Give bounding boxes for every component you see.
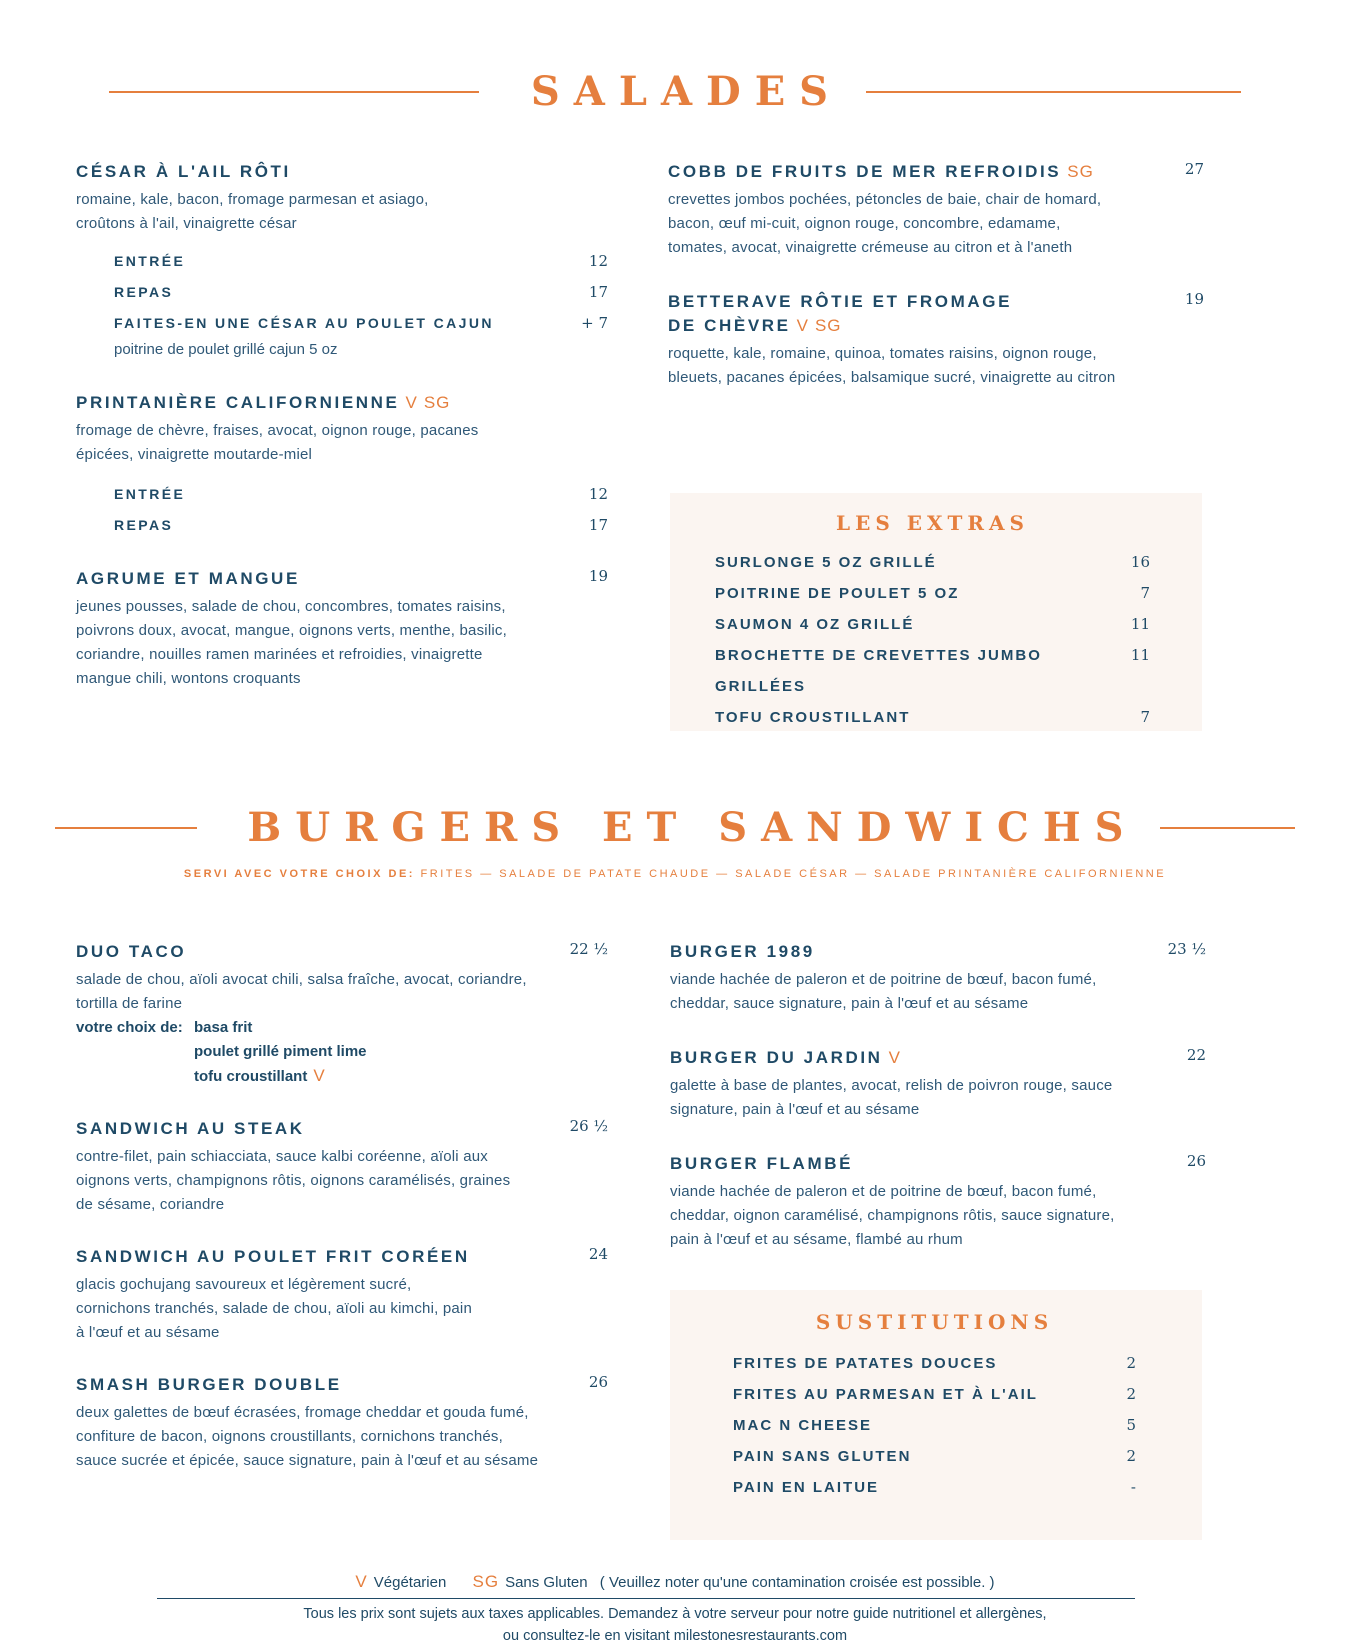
option-price: 17 (588, 516, 608, 534)
substitution-label: PAIN SANS GLUTEN (733, 1448, 912, 1465)
item-desc: glacis gochujang savoureux et légèrement sucré, cornichons tranchés, salade de chou, aïoli au kimchi, pain à l'œuf et au sésame (76, 1276, 472, 1341)
substitution-label: PAIN EN LAITUE (733, 1479, 880, 1496)
extras-title: LES EXTRAS (836, 511, 1029, 535)
item-desc: viande hachée de paleron et de poitrine de bœuf, bacon fumé, cheddar, sauce signature, pain à l'œuf et au sésame (670, 971, 1097, 1012)
item-name: SMASH BURGER DOUBLE (76, 1375, 342, 1394)
item-desc: jeunes pousses, salade de chou, concombres, tomates raisins, poivrons doux, avocat, mangue, oignons verts, menthe, basilic, coriandre, nouilles ramen marinées et refroidies, vinaigrette mangue chili, wontons croquants (76, 598, 507, 687)
extras-row (715, 578, 1150, 609)
substitution-row (733, 1348, 1136, 1379)
substitution-price: - (1130, 1478, 1136, 1496)
footer (0, 1603, 1350, 1647)
option-label: ENTRÉE (114, 253, 186, 269)
item-name-line2 (668, 314, 1204, 338)
item-desc: viande hachée de paleron et de poitrine de bœuf, bacon fumé, cheddar, oignon caramélisé, champignons rôtis, sauce signature, pain à l'œuf et au sésame, flambé au rhum (670, 1183, 1115, 1248)
title-rule-left (55, 827, 197, 829)
item-desc: crevettes jombos pochées, pétoncles de baie, chair de homard, bacon, œuf mi-cuit, oignon rouge, concombre, edamame, tomates, avocat, vinaigrette crémeuse au citron et à l'aneth (668, 191, 1102, 256)
item-desc: contre-filet, pain schiacciata, sauce kalbi coréenne, aïoli aux oignons verts, champignons rôtis, oignons caramélisés, graines de sésame, coriandre (76, 1148, 511, 1213)
item-name-text: PRINTANIÈRE CALIFORNIENNE (76, 393, 400, 412)
extras-label: POITRINE DE POULET 5 OZ (715, 585, 960, 602)
item-name-line1: BETTERAVE RÔTIE ET FROMAGE (668, 292, 1013, 311)
vegetarian-tag: V (355, 1572, 368, 1591)
substitution-row (733, 1472, 1136, 1503)
substitution-row (733, 1379, 1136, 1410)
item-price: 19 (1184, 290, 1204, 308)
item-price: 27 (1184, 160, 1204, 178)
substitution-price: 2 (1126, 1447, 1136, 1465)
item-desc: deux galettes de bœuf écrasées, fromage cheddar et gouda fumé, confiture de bacon, oignons croustillants, cornichons tranchés, sauce sucrée et épicée, sauce signature, pain à l'œuf et au sésame (76, 1404, 539, 1469)
option-row (114, 510, 608, 541)
option-label: REPAS (114, 284, 174, 300)
contamination-note: ( Veuillez noter qu'une contamination croisée est possible. ) (599, 1574, 995, 1591)
extras-price: 11 (1130, 646, 1150, 664)
menu-item-burger-flambe (670, 1152, 1206, 1252)
item-price: 24 (588, 1245, 608, 1263)
item-price: 19 (588, 567, 608, 585)
item-name (668, 160, 1204, 184)
extras-price: 16 (1130, 553, 1150, 571)
gluten-free-tag: SG (423, 393, 451, 412)
option-row (114, 246, 608, 277)
extras-label: TOFU CROUSTILLANT (715, 709, 911, 726)
menu-item-sandwich-steak (76, 1117, 608, 1217)
item-desc: romaine, kale, bacon, fromage parmesan et asiago, croûtons à l'ail, vinaigrette césar (76, 191, 429, 232)
choice-option: poulet grillé piment lime (194, 1043, 367, 1060)
item-price: 22 (1186, 1046, 1206, 1064)
substitution-row (733, 1441, 1136, 1472)
item-price: 26 (1186, 1152, 1206, 1170)
item-desc: galette à base de plantes, avocat, relish de poivron rouge, sauce signature, pain à l'œuf et au sésame (670, 1077, 1113, 1118)
option-price: 12 (588, 252, 608, 270)
extras-box (670, 493, 1202, 731)
item-name (670, 1046, 1206, 1070)
option-list (114, 246, 608, 361)
menu-item-poulet-frit (76, 1245, 608, 1345)
item-name: SANDWICH AU POULET FRIT CORÉEN (76, 1247, 470, 1266)
extras-price: 7 (1140, 584, 1150, 602)
choice-row (76, 1040, 608, 1064)
substitution-label: FRITES AU PARMESAN ET À L'AIL (733, 1386, 1038, 1403)
salades-left-column (76, 160, 608, 717)
menu-item-betterave (668, 290, 1204, 390)
gluten-free-tag: SG (472, 1572, 500, 1591)
item-name: BURGER FLAMBÉ (670, 1154, 854, 1173)
item-price: 26 (588, 1373, 608, 1391)
item-desc: fromage de chèvre, fraises, avocat, oignon rouge, pacanes épicées, vinaigrette moutarde-miel (76, 422, 479, 463)
option-label: ENTRÉE (114, 486, 186, 502)
option-price: 12 (588, 485, 608, 503)
title-rule-left (109, 91, 479, 93)
substitutions-box (670, 1290, 1202, 1540)
item-name: BURGER 1989 (670, 942, 815, 961)
option-label: REPAS (114, 517, 174, 533)
item-name-text: BURGER DU JARDIN (670, 1048, 883, 1067)
extras-row (715, 640, 1150, 702)
item-name: CÉSAR À L'AIL RÔTI (76, 162, 291, 181)
dietary-legend (0, 1572, 1350, 1592)
option-price: 17 (588, 283, 608, 301)
menu-item-duo-taco (76, 940, 608, 1089)
title-rule-right (1160, 827, 1295, 829)
salades-header (0, 68, 1350, 115)
extras-label: SURLONGE 5 OZ GRILLÉ (715, 554, 937, 571)
extras-row (715, 609, 1150, 640)
option-list (114, 479, 608, 541)
vegetarian-tag: V (888, 1048, 901, 1067)
substitution-label: MAC N CHEESE (733, 1417, 873, 1434)
choice-label: votre choix de: (76, 1019, 183, 1036)
extras-row (715, 547, 1150, 578)
menu-item-agrume (76, 567, 608, 691)
choice-row (76, 1064, 608, 1089)
menu-item-cesar (76, 160, 608, 361)
menu-item-burger-jardin (670, 1046, 1206, 1122)
item-name-text: COBB DE FRUITS DE MER REFROIDIS (668, 162, 1062, 181)
choice-row (76, 1016, 608, 1040)
menu-item-burger-1989 (670, 940, 1206, 1016)
burgers-title: BURGERS ET SANDWICHS (247, 804, 1138, 851)
substitution-row (733, 1410, 1136, 1441)
item-desc: salade de chou, aïoli avocat chili, salsa fraîche, avocat, coriandre, tortilla de farine (76, 971, 527, 1012)
menu-item-smash-burger (76, 1373, 608, 1473)
burgers-left-column (76, 940, 608, 1499)
item-name-text: DE CHÈVRE (668, 316, 791, 335)
extras-label: SAUMON 4 OZ GRILLÉ (715, 616, 915, 633)
served-with (0, 868, 1350, 880)
option-row (114, 308, 608, 339)
choice-option: tofu croustillant (194, 1068, 308, 1085)
salades-right-column (668, 160, 1204, 416)
menu-item-printaniere (76, 391, 608, 541)
vegetarian-label: Végétarien (373, 1574, 447, 1591)
item-desc: roquette, kale, romaine, quinoa, tomates raisins, oignon rouge, bleuets, pacanes épicées, balsamique sucré, vinaigrette au citron (668, 345, 1116, 386)
substitution-label: FRITES DE PATATES DOUCES (733, 1355, 998, 1372)
substitution-price: 2 (1126, 1385, 1136, 1403)
gluten-free-label: Sans Gluten (505, 1574, 588, 1591)
menu-item-cobb (668, 160, 1204, 260)
substitutions-title: SUSTITUTIONS (815, 1310, 1054, 1334)
salades-title: SALADES (530, 68, 843, 115)
footer-line2: ou consultez-le en visitant milestonesrestaurants.com (502, 1628, 848, 1644)
option-row (114, 479, 608, 510)
title-rule-right (866, 91, 1241, 93)
choice-block (76, 1016, 608, 1089)
extras-price: 11 (1130, 615, 1150, 633)
item-name: AGRUME ET MANGUE (76, 569, 300, 588)
extras-row (715, 702, 1150, 733)
item-price: 26 ½ (569, 1117, 608, 1135)
gluten-free-tag: SG (814, 316, 842, 335)
option-price: + 7 (581, 314, 608, 332)
vegetarian-tag: V (313, 1066, 326, 1085)
option-label: FAITES-EN UNE CÉSAR AU POULET CAJUN (114, 315, 494, 331)
extras-price: 7 (1140, 708, 1150, 726)
burgers-right-column (670, 940, 1206, 1278)
vegetarian-tag: V (796, 316, 809, 335)
gluten-free-tag: SG (1067, 162, 1094, 181)
substitution-price: 5 (1126, 1416, 1136, 1434)
option-note: poitrine de poulet grillé cajun 5 oz (114, 341, 338, 358)
item-name: DUO TACO (76, 942, 187, 961)
extras-label: BROCHETTE DE CREVETTES JUMBO GRILLÉES (715, 647, 1042, 695)
served-label: SERVI AVEC VOTRE CHOIX DE: (183, 868, 415, 880)
item-name: SANDWICH AU STEAK (76, 1119, 305, 1138)
item-price: 22 ½ (569, 940, 608, 958)
footer-divider (157, 1598, 1135, 1599)
substitution-price: 2 (1126, 1354, 1136, 1372)
served-options: FRITES — SALADE DE PATATE CHAUDE — SALADE CÉSAR — SALADE PRINTANIÈRE CALIFORNIENNE (420, 868, 1167, 880)
vegetarian-tag: V (405, 393, 418, 412)
choice-option: basa frit (194, 1019, 253, 1036)
burgers-header (0, 804, 1350, 851)
footer-line1: Tous les prix sont sujets aux taxes applicables. Demandez à votre serveur pour notre guide nutritionel et allergènes, (303, 1606, 1047, 1622)
item-price: 23 ½ (1167, 940, 1206, 958)
item-name (76, 391, 608, 415)
option-row (114, 277, 608, 308)
